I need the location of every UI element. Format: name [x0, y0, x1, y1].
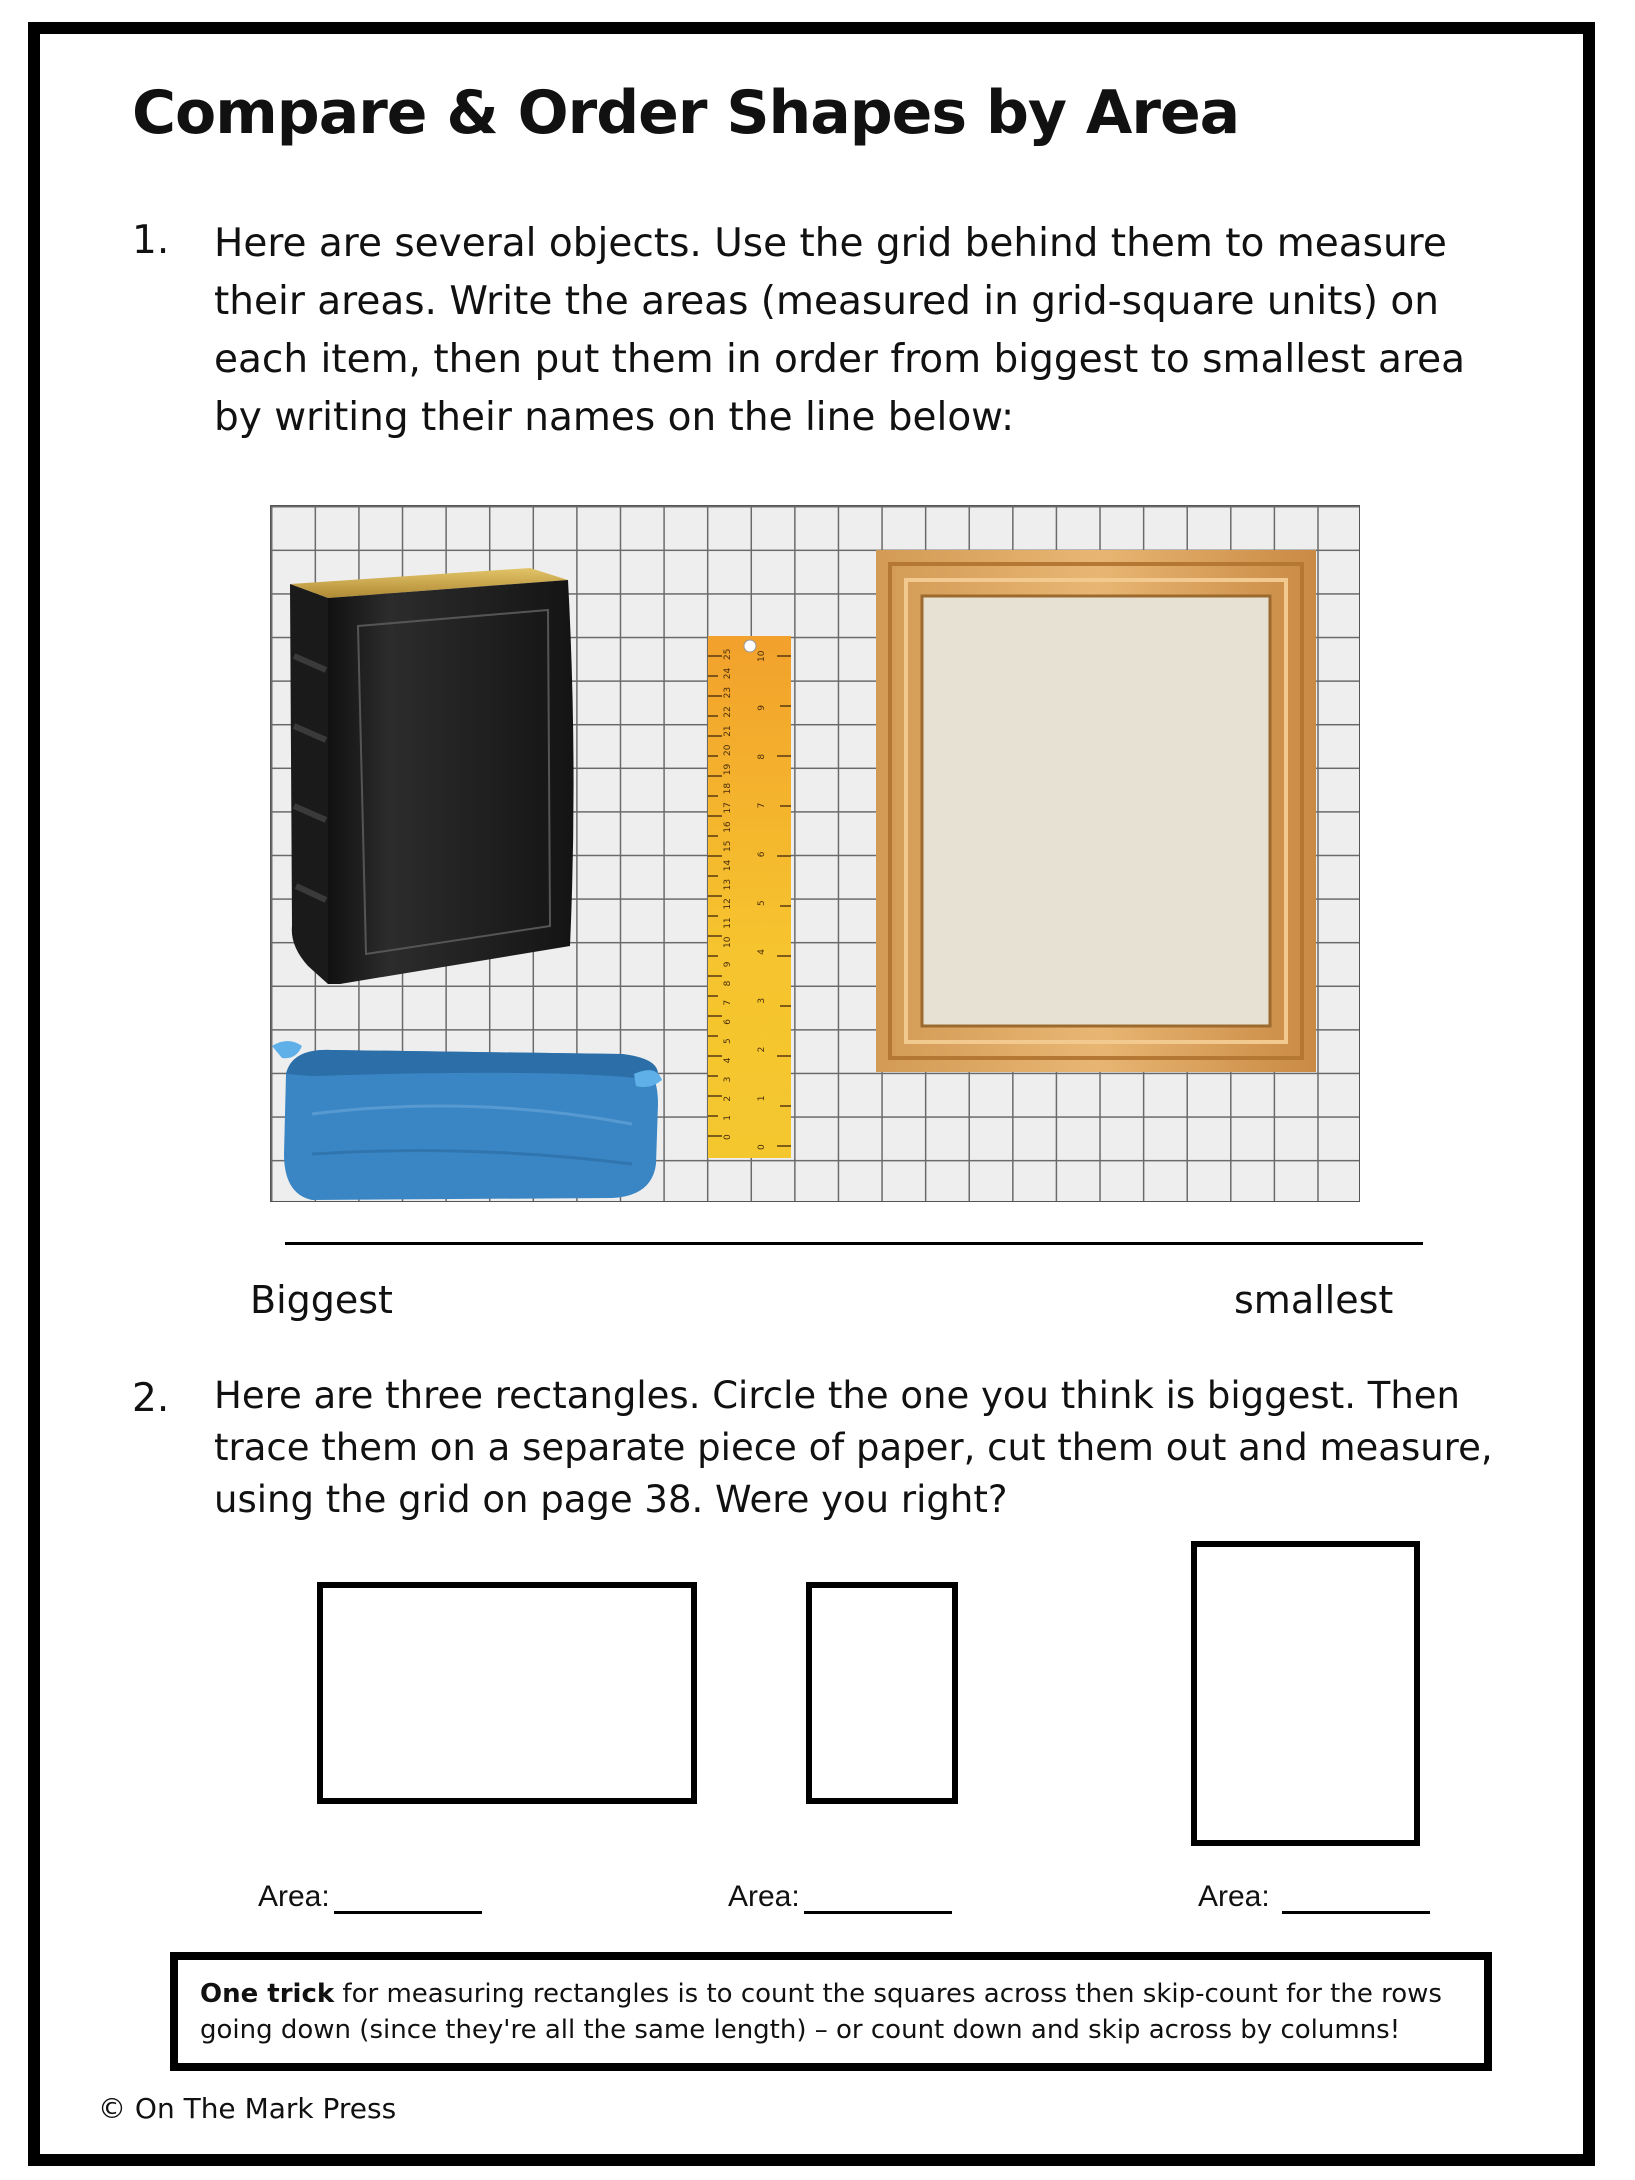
picture-frame-icon	[876, 550, 1316, 1072]
area-label-2	[728, 1880, 952, 1914]
tip-bold: One trick	[200, 1979, 335, 2009]
copyright: © On The Mark Press	[98, 2092, 397, 2125]
ruler-inch-label: 6	[757, 851, 767, 858]
ruler-cm-label: 24	[723, 667, 733, 680]
area-label-1	[258, 1880, 482, 1914]
ruler-cm-label: 9	[723, 961, 733, 968]
ruler-cm-label: 8	[723, 980, 733, 987]
ruler-cm-label: 6	[723, 1019, 733, 1025]
area-label-2-text: Area:	[728, 1880, 800, 1913]
ruler-inch-label: 7	[757, 802, 767, 809]
ruler-inch-label: 1	[757, 1095, 767, 1102]
ruler-cm-label: 7	[723, 999, 733, 1006]
ruler-cm-label: 22	[723, 706, 733, 718]
ruler-cm-label: 23	[723, 686, 733, 699]
ruler-inch-label: 2	[757, 1046, 767, 1053]
order-label-biggest: Biggest	[250, 1278, 393, 1322]
ruler-cm-label: 3	[723, 1076, 733, 1083]
ruler-cm-label: 20	[723, 744, 733, 756]
tip-box	[170, 1952, 1492, 2071]
area-label-3	[1198, 1880, 1430, 1914]
tip-text: for measuring rectangles is to count the squares across then skip-count for the rows going down (since they're all the same length) – or count down and skip across by columns!	[200, 1979, 1442, 2045]
ruler-inch-label: 4	[757, 949, 767, 955]
ruler-cm-label: 2	[723, 1095, 733, 1102]
ruler-cm-label: 21	[723, 725, 733, 737]
ruler-cm-label: 15	[723, 840, 733, 852]
area-blank-1[interactable]	[334, 1881, 482, 1914]
pencil-case-icon	[272, 1034, 667, 1202]
ruler-cm-label: 1	[723, 1115, 733, 1121]
ruler-cm-label: 11	[723, 917, 733, 929]
rectangle-1[interactable]	[317, 1582, 697, 1804]
rectangle-2[interactable]	[806, 1582, 958, 1804]
ruler-cm-label: 19	[723, 763, 733, 776]
ruler-inch-label: 5	[757, 900, 767, 906]
ruler-cm-label: 16	[723, 821, 733, 833]
ruler-inch-label: 10	[757, 650, 767, 662]
question-2-text: Here are three rectangles. Circle the one you think is biggest. Then trace them on a separate piece of paper, cut them out and measure, using the grid on page 38. Were you right?	[214, 1374, 1493, 1521]
ruler-cm-label: 17	[723, 802, 733, 814]
rectangle-3[interactable]	[1191, 1541, 1420, 1846]
ruler-cm-label: 13	[723, 878, 733, 891]
book-icon	[280, 566, 580, 984]
ruler-cm-label: 18	[723, 782, 733, 795]
ruler-inch-label: 0	[757, 1144, 767, 1150]
question-2-number: 2.	[132, 1376, 170, 1421]
ruler-cm-label: 5	[723, 1038, 733, 1044]
ruler-cm-label: 25	[723, 648, 733, 660]
ruler-cm-label: 4	[723, 1057, 733, 1064]
area-blank-3[interactable]	[1282, 1881, 1430, 1914]
area-label-1-text: Area:	[258, 1880, 330, 1913]
order-label-smallest: smallest	[1234, 1278, 1394, 1322]
ruler-cm-label: 0	[723, 1134, 733, 1140]
area-label-3-text: Area:	[1198, 1880, 1279, 1913]
question-1-number: 1.	[132, 218, 170, 263]
answer-line[interactable]	[285, 1242, 1423, 1245]
ruler-cm-label: 14	[723, 859, 733, 872]
page-title: Compare & Order Shapes by Area	[132, 78, 1240, 148]
question-1-text: Here are several objects. Use the grid behind them to measure their areas. Write the areas (measured in grid-square units) on each item, then put them in order from biggest to smallest area by writing their names on the line below:	[214, 221, 1466, 440]
ruler-cm-label: 12	[723, 898, 733, 910]
ruler-inch-label: 9	[757, 705, 767, 711]
ruler-inch-label: 3	[757, 997, 767, 1004]
ruler-inch-label: 8	[757, 753, 767, 760]
ruler-cm-label: 10	[723, 936, 733, 948]
area-blank-2[interactable]	[804, 1881, 952, 1914]
ruler-icon	[708, 636, 791, 1158]
